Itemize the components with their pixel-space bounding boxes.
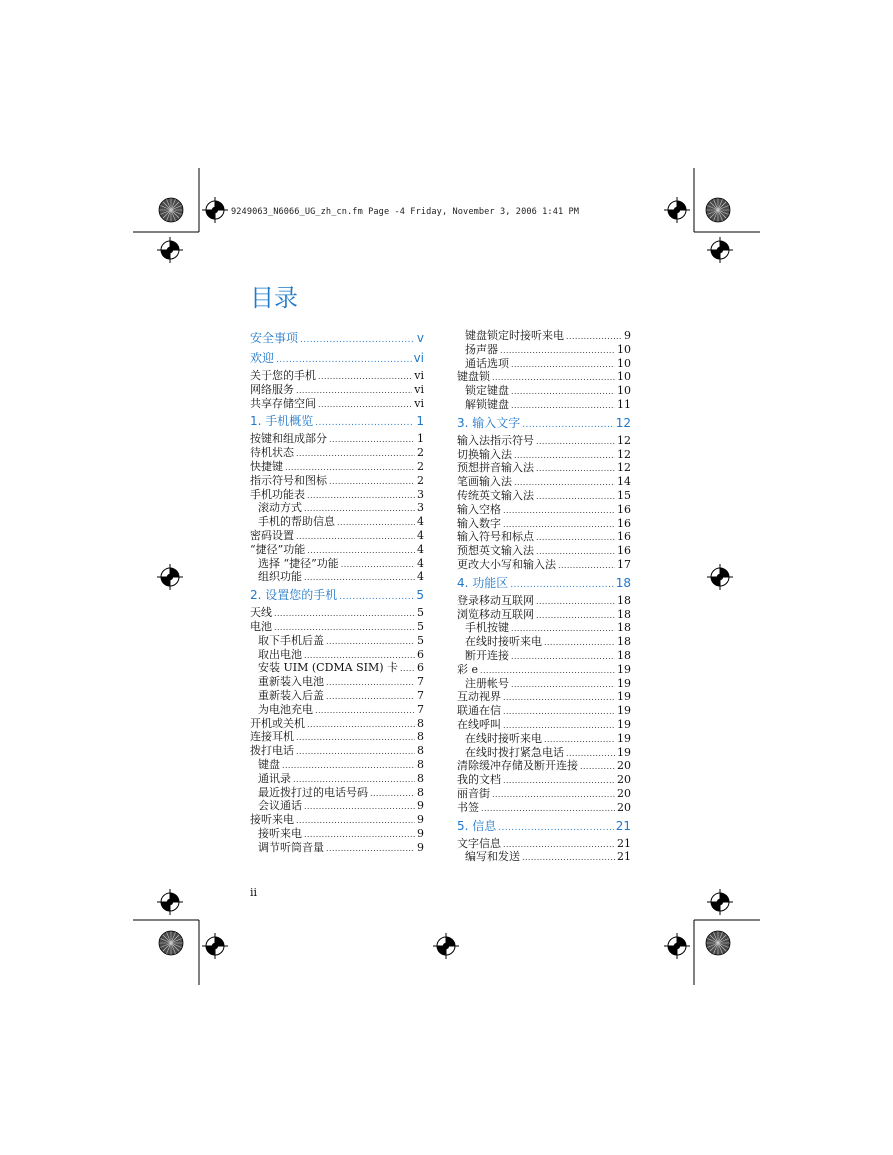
dot-leader	[503, 773, 615, 787]
toc-entry-title: 拨打电话	[250, 744, 294, 758]
toc-entry-title: 我的文档	[457, 773, 501, 787]
dot-leader	[536, 530, 615, 544]
toc-entry	[457, 732, 631, 746]
toc-page-number: 15	[617, 488, 631, 502]
toc-entry	[457, 759, 631, 773]
toc-page-number: 2	[417, 473, 424, 487]
toc-entry-title: 2. 设置您的手机	[250, 588, 338, 603]
dot-leader	[522, 415, 613, 432]
dot-leader	[536, 461, 615, 475]
toc-page-number: 12	[615, 415, 631, 430]
dot-leader	[304, 501, 415, 515]
toc-entry	[457, 690, 631, 704]
toc-page-number: 20	[617, 800, 631, 814]
toc-entry	[457, 503, 631, 517]
toc-page-number: 5	[417, 606, 424, 620]
toc-page-number: 21	[617, 850, 631, 864]
registration-cross-icon	[157, 197, 733, 959]
toc-entry	[457, 663, 631, 677]
toc-entry-title: 3. 输入文字	[457, 415, 521, 430]
toc-entry-title: 输入空格	[457, 502, 501, 516]
toc-entry	[457, 773, 631, 787]
toc-page-number: 18	[617, 621, 631, 635]
dot-leader	[536, 544, 615, 558]
toc-page-number: 9	[417, 826, 424, 840]
toc-entry-title: 注册帐号	[465, 676, 509, 690]
toc-entry-title: 组织功能	[258, 570, 302, 584]
dot-leader	[536, 594, 615, 608]
toc-page-number: 9	[417, 813, 424, 827]
toc-page-number: 10	[617, 370, 631, 384]
toc-page-number: 5	[416, 588, 424, 603]
dot-leader	[282, 758, 415, 772]
toc-page-number: 7	[417, 675, 424, 689]
toc-page-number: 8	[417, 716, 424, 730]
toc-section-heading	[457, 575, 631, 592]
dot-leader	[304, 570, 415, 584]
toc-page-number: 20	[617, 759, 631, 773]
dot-leader	[296, 529, 415, 543]
dot-leader	[318, 369, 412, 383]
toc-page-number: 1	[416, 414, 424, 429]
toc-entry	[457, 461, 631, 475]
dot-leader	[511, 649, 615, 663]
toc-entry-title: 键盘	[258, 757, 280, 771]
toc-entry	[250, 515, 424, 529]
toc-entry-title: 互动视界	[457, 690, 501, 704]
toc-entry-title: 共享存储空间	[250, 396, 316, 410]
toc-entry	[457, 489, 631, 503]
dot-leader	[370, 786, 415, 800]
toc-entry-title: 手机功能表	[250, 487, 305, 501]
toc-entry	[250, 786, 424, 800]
toc-section-heading	[250, 413, 424, 430]
toc-entry	[457, 434, 631, 448]
toc-page-number: 2	[417, 459, 424, 473]
toc-page-number: 3	[417, 487, 424, 501]
toc-page-number: 8	[417, 730, 424, 744]
dot-leader	[304, 827, 415, 841]
toc-entry	[250, 620, 424, 634]
toc-entry	[457, 621, 631, 635]
toc-entry-title: 清除缓冲存储及断开连接	[457, 759, 578, 773]
toc-column-left	[250, 330, 424, 855]
dot-leader	[544, 635, 615, 649]
toc-entry	[250, 689, 424, 703]
toc-entry-title: 快捷键	[250, 459, 283, 473]
toc-page-number: 16	[617, 530, 631, 544]
toc-entry-title: 待机状态	[250, 446, 294, 460]
toc-entry-title: 在线呼叫	[457, 717, 501, 731]
toc-entry-title: 文字信息	[457, 836, 501, 850]
toc-page-number: v	[416, 331, 424, 345]
toc-page-number: 21	[615, 818, 631, 833]
dot-leader	[341, 557, 415, 571]
toc-entry-title: 5. 信息	[457, 818, 497, 833]
toc-page-number: 12	[617, 461, 631, 475]
toc-entry	[457, 329, 631, 343]
toc-section-heading	[250, 330, 424, 347]
toc-entry	[457, 787, 631, 801]
toc-entry-title: 键盘锁	[457, 370, 490, 384]
toc-page-number: 18	[617, 648, 631, 662]
dot-leader	[514, 448, 615, 462]
toc-entry-title: 为电池充电	[258, 702, 313, 716]
toc-entry-title: 更改大小写和输入法	[457, 557, 556, 571]
toc-page-number: 4	[417, 556, 424, 570]
toc-entry-title: 1. 手机概览	[250, 414, 314, 429]
toc-entry	[457, 384, 631, 398]
toc-entry	[457, 850, 631, 864]
toc-entry	[250, 543, 424, 557]
dot-leader	[481, 801, 615, 815]
toc-entry	[457, 530, 631, 544]
dot-leader	[511, 398, 615, 412]
dot-leader	[566, 329, 622, 343]
toc-page-number: 9	[417, 799, 424, 813]
dot-leader	[276, 350, 412, 367]
toc-entry-title: 预想英文输入法	[457, 544, 534, 558]
toc-entry-title: 接听来电	[250, 813, 294, 827]
toc-page-number: 8	[417, 771, 424, 785]
toc-section-heading	[250, 587, 424, 604]
toc-page-number: 14	[617, 475, 631, 489]
toc-entry-title: 接听来电	[258, 826, 302, 840]
dot-leader	[510, 575, 613, 592]
toc-entry	[457, 558, 631, 572]
dot-leader	[511, 384, 615, 398]
toc-page-number: 9	[417, 840, 424, 854]
toc-entry	[250, 772, 424, 786]
toc-entry-title: 书签	[457, 800, 479, 814]
toc-entry	[250, 703, 424, 717]
toc-entry-title: 重新装入电池	[258, 675, 324, 689]
dot-leader	[498, 818, 613, 835]
toc-entry	[250, 432, 424, 446]
toc-entry-title: 重新装入后盖	[258, 688, 324, 702]
dot-leader	[315, 703, 415, 717]
toc-page-number: 6	[417, 647, 424, 661]
toc-page-number: 19	[617, 676, 631, 690]
dot-leader	[503, 503, 615, 517]
dot-leader	[503, 718, 615, 732]
toc-entry-title: 浏览移动互联网	[457, 607, 534, 621]
dot-leader	[511, 677, 615, 691]
file-header-line: 9249063_N6066_UG_zh_cn.fm Page -4 Friday, November 3, 2006 1:41 PM	[231, 207, 580, 217]
toc-entry	[457, 544, 631, 558]
dot-leader	[558, 558, 615, 572]
dot-leader	[544, 732, 615, 746]
toc-entry-title: 密码设置	[250, 528, 294, 542]
toc-entry-title: 输入数字	[457, 516, 501, 530]
toc-entry	[457, 677, 631, 691]
toc-column-right	[457, 329, 631, 864]
toc-entry-title: 会议通话	[258, 799, 302, 813]
dot-leader	[329, 474, 415, 488]
toc-entry-title: 调节听筒音量	[258, 840, 324, 854]
toc-entry	[457, 649, 631, 663]
dot-leader	[503, 690, 615, 704]
toc-entry-title: 最近拨打过的电话号码	[258, 785, 368, 799]
toc-entry	[250, 488, 424, 502]
dot-leader	[326, 841, 415, 855]
toc-page-number: 16	[617, 544, 631, 558]
toc-entry	[457, 517, 631, 531]
toc-entry	[457, 398, 631, 412]
toc-page-number: 10	[617, 342, 631, 356]
dot-leader	[307, 488, 415, 502]
toc-entry	[250, 397, 424, 411]
toc-entry-title: 4. 功能区	[457, 575, 509, 590]
toc-page-number: 7	[417, 702, 424, 716]
toc-entry	[457, 704, 631, 718]
toc-page-number: 8	[417, 785, 424, 799]
dot-leader	[307, 717, 415, 731]
toc-entry-title: 联通在信	[457, 704, 501, 718]
toc-entry-title: 手机的帮助信息	[258, 515, 335, 529]
color-target-icon	[159, 198, 730, 955]
toc-entry	[457, 608, 631, 622]
dot-leader	[274, 606, 415, 620]
toc-page-number: 4	[417, 542, 424, 556]
toc-page-number: 20	[617, 786, 631, 800]
dot-leader	[296, 744, 415, 758]
toc-page-number: 16	[617, 502, 631, 516]
toc-entry-title: 取出电池	[258, 647, 302, 661]
toc-entry-title: 断开连接	[465, 648, 509, 662]
toc-entry-title: 指示符号和图标	[250, 473, 327, 487]
toc-entry-title: 安全事项	[250, 331, 299, 345]
toc-entry-title: 编写和发送	[465, 850, 520, 864]
toc-entry-title: 笔画输入法	[457, 475, 512, 489]
dot-leader	[566, 746, 615, 760]
toc-entry-title: 在线时接听来电	[465, 635, 542, 649]
dot-leader	[503, 837, 615, 851]
toc-entry	[457, 343, 631, 357]
toc-entry-title: 在线时接听来电	[465, 731, 542, 745]
toc-page-number: 2	[417, 446, 424, 460]
toc-entry	[250, 606, 424, 620]
dot-leader	[304, 799, 415, 813]
toc-page-number: 12	[617, 433, 631, 447]
toc-entry	[250, 383, 424, 397]
dot-leader	[318, 397, 412, 411]
toc-entry	[250, 474, 424, 488]
dot-leader	[326, 675, 415, 689]
dot-leader	[296, 813, 415, 827]
toc-page-number: 6	[417, 661, 424, 675]
toc-entry	[250, 557, 424, 571]
toc-entry	[457, 357, 631, 371]
dot-leader	[329, 432, 415, 446]
toc-entry	[250, 813, 424, 827]
dot-leader	[300, 330, 415, 347]
toc-entry	[457, 718, 631, 732]
dot-leader	[337, 515, 415, 529]
toc-page-number: 4	[417, 515, 424, 529]
toc-entry-title: 通话选项	[465, 356, 509, 370]
dot-leader	[536, 434, 615, 448]
toc-page-number: 18	[617, 593, 631, 607]
toc-entry	[250, 799, 424, 813]
toc-entry	[250, 570, 424, 584]
page-title: 目录	[250, 284, 298, 312]
toc-entry	[457, 837, 631, 851]
toc-entry-title: 丽音街	[457, 786, 490, 800]
toc-entry	[250, 675, 424, 689]
toc-entry-title: 天线	[250, 606, 272, 620]
toc-page-number: 1	[417, 432, 424, 446]
toc-page-number: 5	[417, 633, 424, 647]
toc-entry	[250, 841, 424, 855]
toc-entry-title: 预想拼音输入法	[457, 461, 534, 475]
toc-page-number: 4	[417, 528, 424, 542]
dot-leader	[296, 446, 415, 460]
dot-leader	[307, 543, 415, 557]
toc-page-number: 10	[617, 356, 631, 370]
toc-page-number: vi	[413, 351, 424, 365]
toc-entry-title: 登录移动互联网	[457, 593, 534, 607]
toc-entry	[250, 730, 424, 744]
toc-page-number: 19	[617, 704, 631, 718]
page-number: ii	[250, 886, 258, 899]
dot-leader	[580, 759, 615, 773]
toc-entry	[457, 475, 631, 489]
toc-page-number: 4	[417, 570, 424, 584]
toc-entry-title: 连接耳机	[250, 730, 294, 744]
toc-page-number: 3	[417, 501, 424, 515]
toc-entry-title: 欢迎	[250, 351, 275, 365]
toc-entry	[250, 661, 424, 675]
toc-page-number: 21	[617, 836, 631, 850]
toc-page-number: 7	[417, 688, 424, 702]
toc-entry-title: 传统英文输入法	[457, 488, 534, 502]
toc-page-number: vi	[414, 396, 424, 410]
dot-leader	[536, 608, 615, 622]
toc-page-number: 20	[617, 773, 631, 787]
toc-page-number: 16	[617, 516, 631, 530]
toc-entry-title: 扬声器	[465, 342, 498, 356]
toc-entry	[250, 717, 424, 731]
toc-entry-title: 键盘锁定时接听来电	[465, 329, 564, 342]
dot-leader	[503, 517, 615, 531]
toc-entry	[250, 501, 424, 515]
toc-page-number: 5	[417, 619, 424, 633]
toc-entry-title: 安装 UIM (CDMA SIM) 卡	[258, 661, 399, 675]
toc-entry-title: 在线时拨打紧急电话	[465, 745, 564, 759]
toc-entry	[250, 758, 424, 772]
dot-leader	[480, 663, 615, 677]
dot-leader	[304, 648, 415, 662]
toc-entry-title: 切换输入法	[457, 447, 512, 461]
toc-entry-title: 滚动方式	[258, 501, 302, 515]
toc-entry	[457, 801, 631, 815]
dot-leader	[400, 661, 415, 675]
toc-section-heading	[457, 818, 631, 835]
toc-entry	[457, 370, 631, 384]
toc-page-number: 8	[417, 757, 424, 771]
toc-entry	[457, 635, 631, 649]
toc-page-number: 10	[617, 384, 631, 398]
dot-leader	[536, 489, 615, 503]
toc-entry-title: 手机按键	[465, 621, 509, 635]
dot-leader	[315, 413, 414, 430]
toc-entry	[457, 746, 631, 760]
toc-entry-title: 解锁键盘	[465, 397, 509, 411]
toc-entry-title: 输入法指示符号	[457, 433, 534, 447]
toc-page-number: 11	[617, 397, 631, 411]
toc-entry	[250, 744, 424, 758]
toc-entry	[250, 446, 424, 460]
dot-leader	[326, 689, 415, 703]
toc-entry	[457, 594, 631, 608]
toc-page-number: vi	[414, 382, 424, 396]
toc-section-heading	[457, 415, 631, 432]
toc-entry-title: 关于您的手机	[250, 369, 316, 382]
toc-entry	[250, 369, 424, 383]
toc-entry	[457, 448, 631, 462]
toc-entry	[250, 529, 424, 543]
toc-entry-title: 输入符号和标点	[457, 530, 534, 544]
dot-leader	[511, 621, 615, 635]
toc-entry	[250, 648, 424, 662]
dot-leader	[514, 475, 615, 489]
toc-entry-title: 锁定键盘	[465, 384, 509, 398]
dot-leader	[500, 343, 615, 357]
toc-entry	[250, 827, 424, 841]
toc-section-heading	[250, 350, 424, 367]
toc-page-number: 19	[617, 731, 631, 745]
toc-page-number: 12	[617, 447, 631, 461]
toc-entry-title: 通讯录	[258, 771, 291, 785]
toc-page-number: vi	[414, 369, 424, 382]
dot-leader	[511, 357, 615, 371]
toc-page-number: 18	[617, 635, 631, 649]
dot-leader	[296, 383, 412, 397]
toc-entry-title: “捷径”功能	[250, 542, 306, 556]
toc-entry-title: 按键和组成部分	[250, 432, 327, 446]
dot-leader	[503, 704, 615, 718]
dot-leader	[339, 587, 414, 604]
toc-page-number: 18	[615, 575, 631, 590]
toc-page-number: 18	[617, 607, 631, 621]
toc-page-number: 9	[624, 329, 631, 342]
dot-leader	[285, 460, 415, 474]
toc-entry-title: 网络服务	[250, 382, 294, 396]
toc-page-number: 19	[617, 717, 631, 731]
toc-page-number: 19	[617, 690, 631, 704]
dot-leader	[492, 370, 615, 384]
toc-entry-title: 取下手机后盖	[258, 633, 324, 647]
dot-leader	[293, 772, 415, 786]
toc-entry	[250, 634, 424, 648]
dot-leader	[274, 620, 415, 634]
toc-entry-title: 彩 e	[457, 662, 479, 676]
dot-leader	[522, 850, 615, 864]
dot-leader	[326, 634, 415, 648]
toc-page-number: 17	[617, 557, 631, 571]
toc-entry-title: 电池	[250, 619, 272, 633]
toc-entry	[250, 460, 424, 474]
dot-leader	[492, 787, 615, 801]
toc-page-number: 19	[617, 662, 631, 676]
toc-entry-title: 开机或关机	[250, 716, 305, 730]
toc-page-number: 8	[417, 744, 424, 758]
dot-leader	[296, 730, 415, 744]
toc-entry-title: 选择 “捷径”功能	[258, 556, 339, 570]
toc-page-number: 19	[617, 745, 631, 759]
